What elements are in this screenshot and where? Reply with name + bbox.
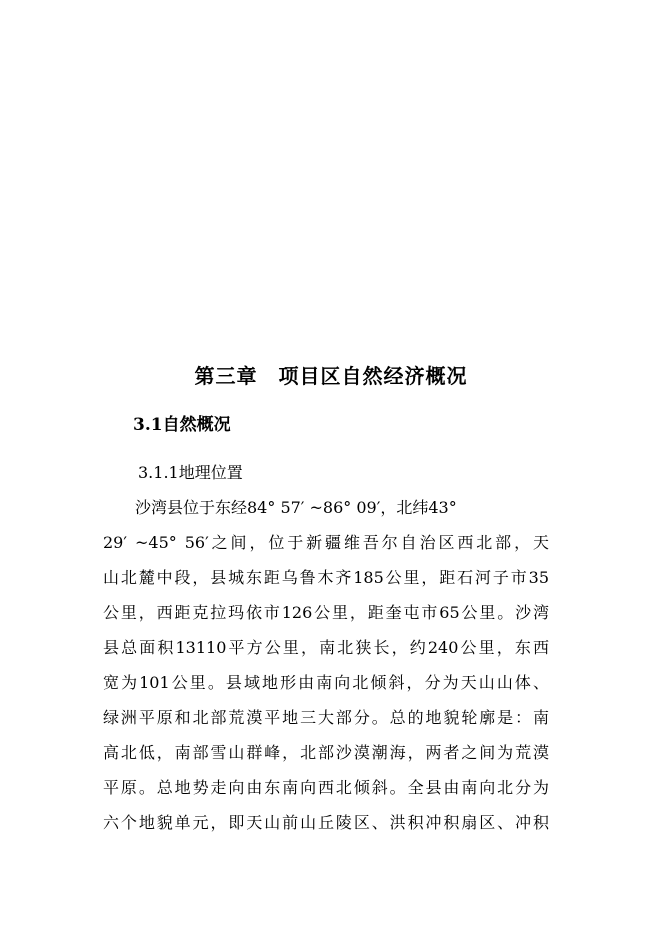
paragraph-line: 山北麓中段，县城东距乌鲁木齐185公里，距石河子市35 <box>103 568 549 587</box>
paragraph-line: 宽为101公里。县域地形由南向北倾斜，分为天山山体、 <box>103 673 549 692</box>
chapter-title: 第三章 项目区自然经济概况 <box>194 364 468 388</box>
section-heading: 3.1自然概况 <box>133 415 231 435</box>
paragraph-line: 六个地貌单元，即天山前山丘陵区、洪积冲积扇区、冲积 <box>103 813 549 832</box>
subsection-heading: 3.1.1地理位置 <box>138 463 243 482</box>
paragraph-line: 绿洲平原和北部荒漠平地三大部分。总的地貌轮廓是：南 <box>103 708 549 727</box>
paragraph-line: 平原。总地势走向由东南向西北倾斜。全县由南向北分为 <box>103 778 549 797</box>
paragraph-line: 公里，西距克拉玛依市126公里，距奎屯市65公里。沙湾 <box>103 603 549 622</box>
paragraph-line: 县总面积13110平方公里，南北狭长，约240公里，东西 <box>103 638 549 657</box>
paragraph-line: 沙湾县位于东经84° 57′ ~86° 09′，北纬43° <box>103 498 457 517</box>
paragraph-line: 29′ ~45° 56′之间，位于新疆维吾尔自治区西北部，天 <box>103 533 549 552</box>
paragraph-line: 高北低，南部雪山群峰，北部沙漠潮海，两者之间为荒漠 <box>103 743 549 762</box>
